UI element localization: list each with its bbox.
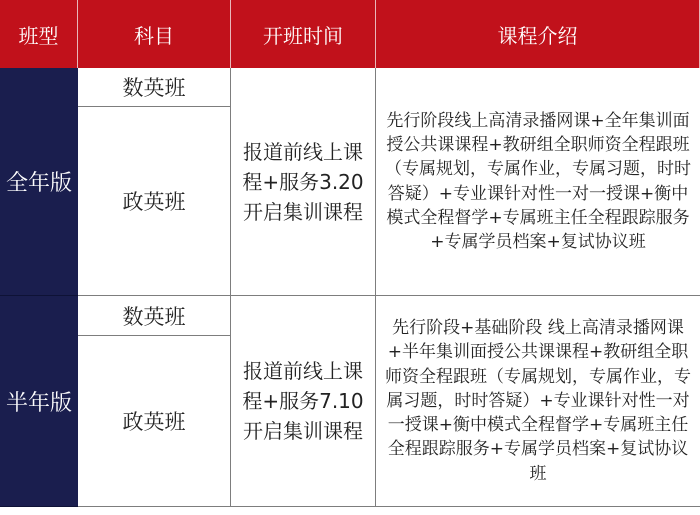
subject-math-english-half-year: 数英班 bbox=[78, 296, 231, 336]
header-subject: 科目 bbox=[78, 0, 231, 68]
class-type-half-year: 半年版 bbox=[0, 296, 78, 507]
header-class-type: 班型 bbox=[0, 0, 78, 68]
start-time-full-year: 报道前线上课程+服务3.20开启集训课程 bbox=[231, 68, 376, 296]
subject-politics-english-full-year: 政英班 bbox=[78, 107, 231, 296]
header-course-intro: 课程介绍 bbox=[376, 0, 700, 68]
subject-math-english-full-year: 数英班 bbox=[78, 68, 231, 107]
class-type-full-year: 全年版 bbox=[0, 68, 78, 296]
header-start-time: 开班时间 bbox=[231, 0, 376, 68]
bottom-strip bbox=[0, 507, 700, 515]
subject-politics-english-half-year: 政英班 bbox=[78, 336, 231, 507]
start-time-half-year: 报道前线上课程+服务7.10开启集训课程 bbox=[231, 296, 376, 507]
course-intro-half-year: 先行阶段+基础阶段 线上高清录播网课+半年集训面授公共课课程+教研组全职师资全程跟班（专属规划，专属作业，专属习题，时时答疑）+专业课针对性一对一授课+衡中模式全程督学+专属班主任全程跟踪服务+专属学员档案+复试协议班 bbox=[376, 296, 700, 507]
course-intro-full-year: 先行阶段线上高清录播网课+全年集训面授公共课课程+教研组全职师资全程跟班（专属规划，专属作业，专属习题，时时答疑）+专业课针对性一对一授课+衡中模式全程督学+专属班主任全程跟踪服务+专属学员档案+复试协议班 bbox=[376, 68, 700, 296]
